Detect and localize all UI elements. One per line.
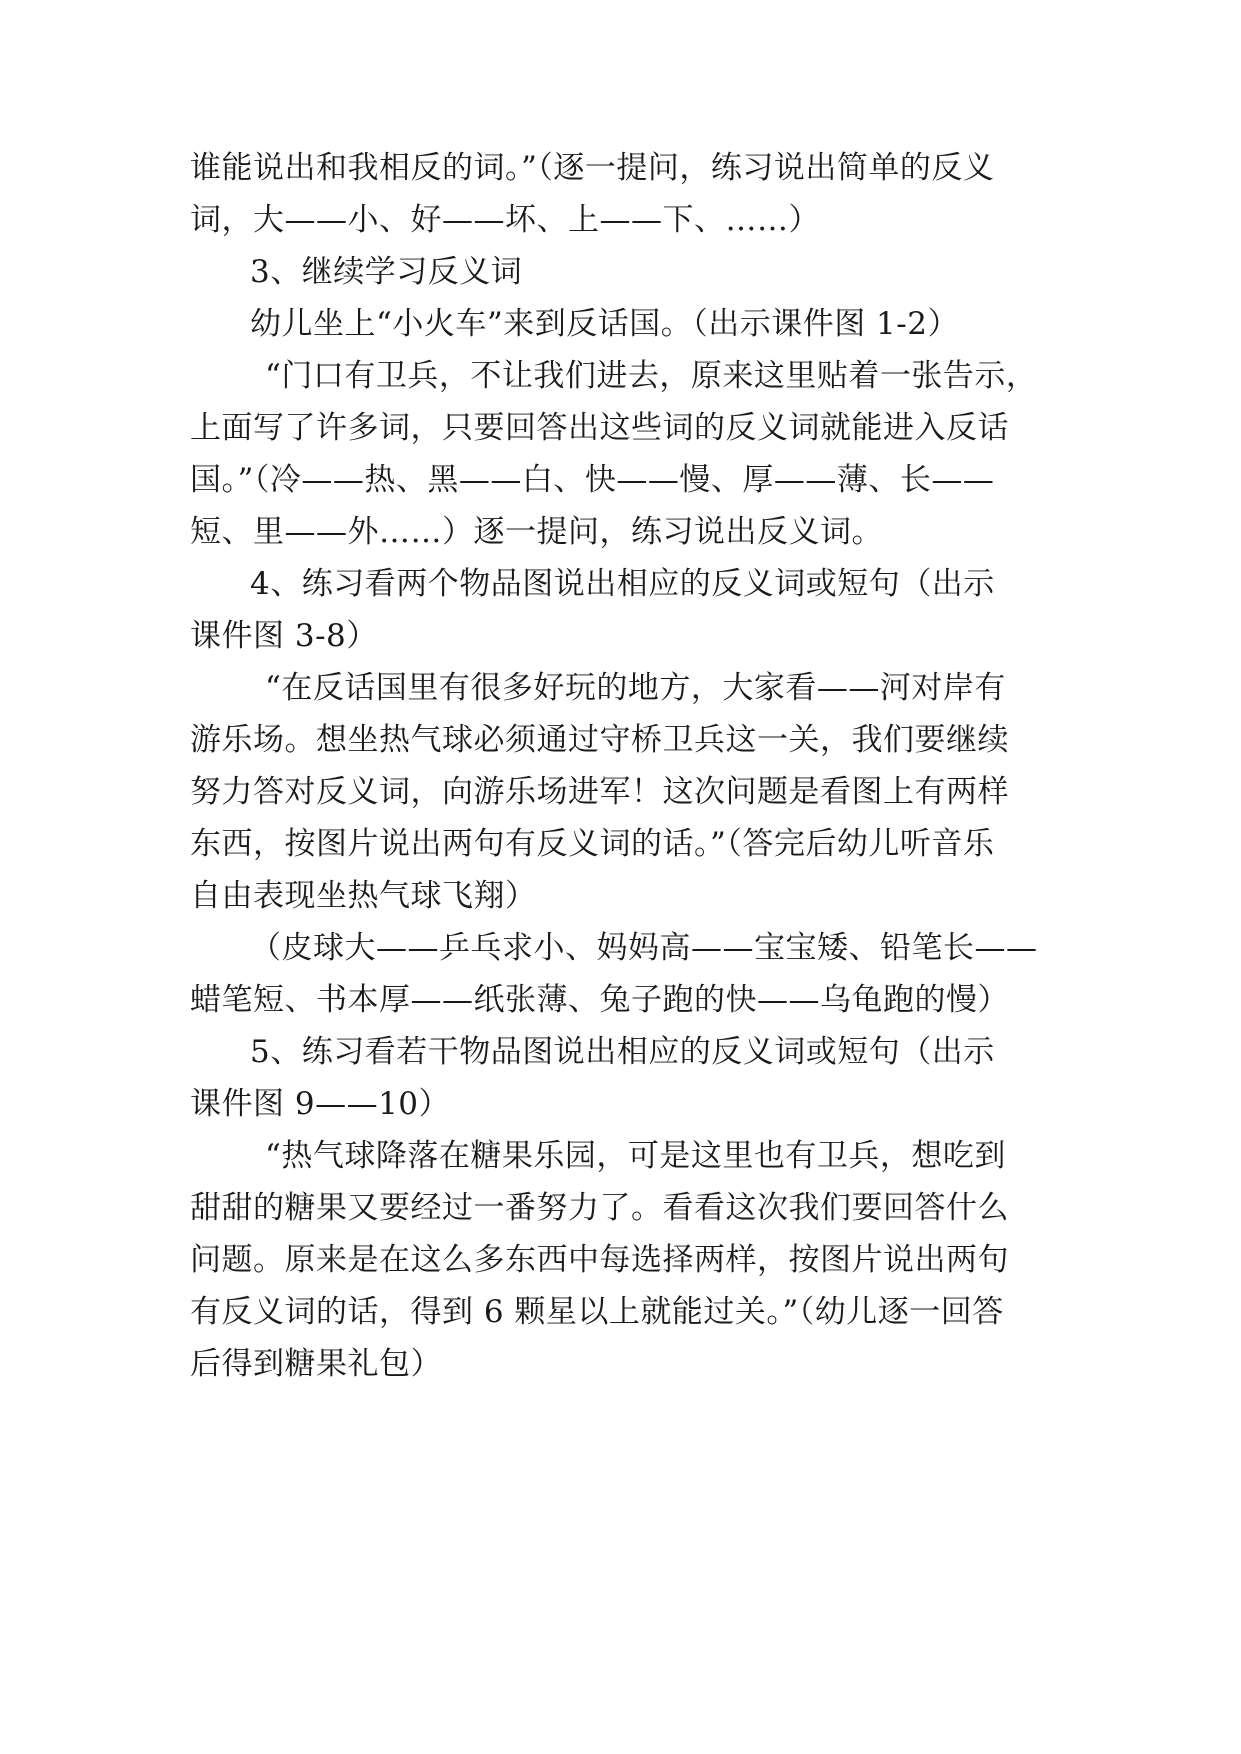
text-line: 幼儿坐上“小火车”来到反话国。（出示课件图 1-2） [250,306,959,342]
text-line: 后得到糖果礼包） [190,1346,442,1382]
text-line: 东西，按图片说出两句有反义词的话。”（答完后幼儿听音乐 [190,826,995,862]
text-line: 谁能说出和我相反的词。”（逐一提问，练习说出简单的反义 [190,150,995,186]
text-line: 有反义词的话，得到 6 颗星以上就能过关。”（幼儿逐一回答 [190,1294,1004,1330]
text-line: 蜡笔短、书本厚——纸张薄、兔子跑的快——乌龟跑的慢） [190,982,1009,1018]
text-line: 问题。原来是在这么多东西中每选择两样，按图片说出两句 [190,1242,1009,1278]
text-line: 自由表现坐热气球飞翔） [190,878,537,914]
text-line: 词，大——小、好——坏、上——下、……） [190,202,820,238]
text-line: （皮球大——乒乓求小、妈妈高——宝宝矮、铅笔长—— [250,930,1038,966]
text-line: 上面写了许多词，只要回答出这些词的反义词就能进入反话 [190,410,1009,446]
section-heading: 5、练习看若干物品图说出相应的反义词或短句（出示 [250,1034,995,1070]
text-line: 游乐场。想坐热气球必须通过守桥卫兵这一关，我们要继续 [190,722,1009,758]
text-line: 甜甜的糖果又要经过一番努力了。看看这次我们要回答什么 [190,1190,1009,1226]
section-heading: 3、继续学习反义词 [250,254,523,290]
text-line: “热气球降落在糖果乐园，可是这里也有卫兵，想吃到 [265,1138,1006,1174]
text-line: 国。”（冷——热、黑——白、快——慢、厚——薄、长—— [190,462,995,498]
text-line: 课件图 9——10） [190,1086,451,1122]
text-line: “门口有卫兵，不让我们进去，原来这里贴着一张告示， [265,358,1038,394]
text-line: 努力答对反义词，向游乐场进军！这次问题是看图上有两样 [190,774,1009,810]
text-line: “在反话国里有很多好玩的地方，大家看——河对岸有 [265,670,1006,706]
text-line: 短、里——外……）逐一提问，练习说出反义词。 [190,514,883,550]
section-heading: 4、练习看两个物品图说出相应的反义词或短句（出示 [250,566,995,602]
text-line: 课件图 3-8） [190,618,378,654]
